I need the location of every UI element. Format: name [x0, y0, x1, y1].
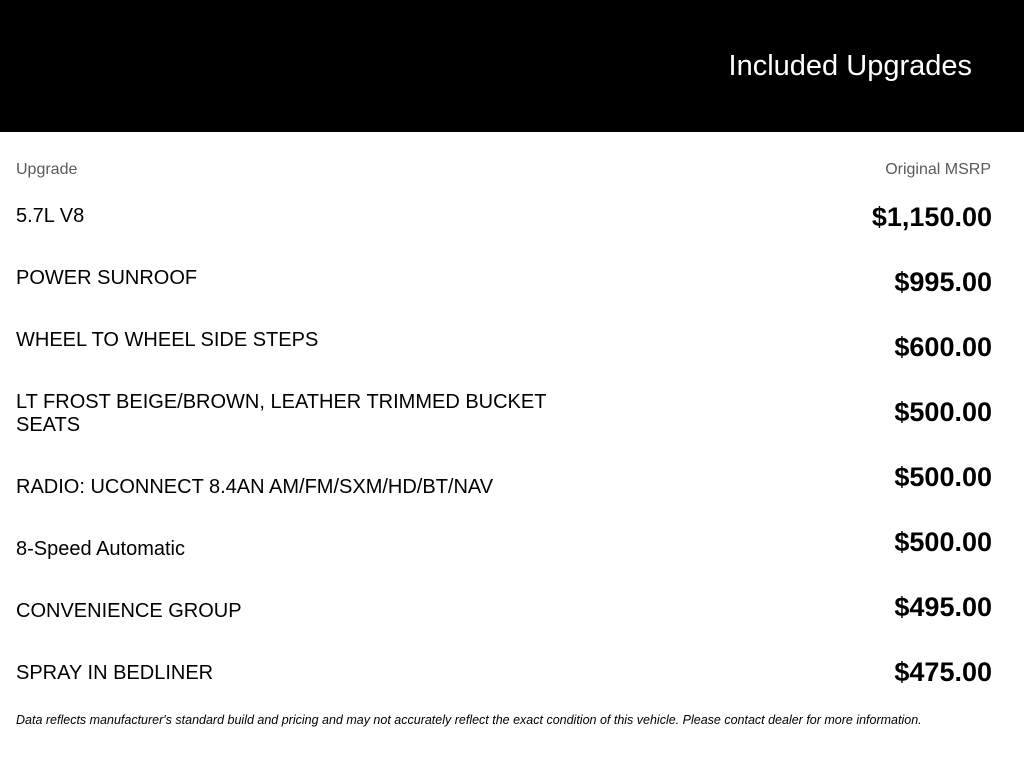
- upgrade-name: 8-Speed Automatic: [16, 538, 185, 560]
- page-header: [0, 0, 1024, 132]
- upgrade-price: $500.00: [894, 462, 992, 492]
- upgrade-name: 5.7L V8: [16, 205, 85, 227]
- upgrade-price: $600.00: [894, 332, 992, 362]
- column-header-original-msrp: Original MSRP: [885, 161, 991, 178]
- upgrade-name: POWER SUNROOF: [16, 267, 198, 289]
- upgrade-name: SPRAY IN BEDLINER: [16, 662, 214, 684]
- upgrade-price: $475.00: [894, 657, 992, 687]
- upgrade-price: $995.00: [894, 267, 992, 297]
- upgrade-price: $500.00: [894, 397, 992, 427]
- upgrade-name: LT FROST BEIGE/BROWN, LEATHER TRIMMED BUCKET SEATS: [16, 391, 547, 436]
- upgrade-name: RADIO: UCONNECT 8.4AN AM/FM/SXM/HD/BT/NAV: [16, 476, 494, 498]
- page-title: Included Upgrades: [728, 50, 972, 82]
- upgrade-price: $1,150.00: [871, 202, 992, 232]
- upgrade-price: $495.00: [894, 592, 992, 622]
- upgrade-name: WHEEL TO WHEEL SIDE STEPS: [16, 329, 319, 351]
- upgrade-price: $500.00: [894, 527, 992, 557]
- disclaimer-text: Data reflects manufacturer's standard build and pricing and may not accurately reflect the exact condition of this vehicle. Please contact dealer for more information.: [16, 713, 922, 727]
- column-header-upgrade: Upgrade: [16, 161, 78, 178]
- upgrade-name: CONVENIENCE GROUP: [16, 600, 242, 622]
